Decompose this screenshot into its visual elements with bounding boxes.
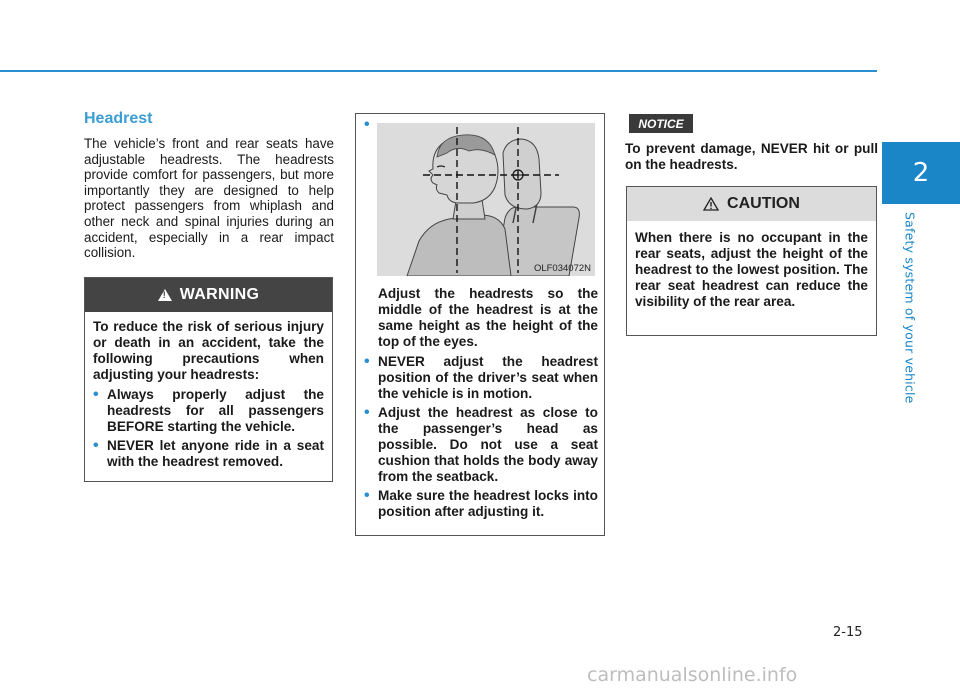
page-number: 2-15	[833, 625, 863, 640]
notice-label: NOTICE	[638, 116, 684, 131]
list-item: • Always properly adjust the headrests for all passengers BEFORE starting the vehicle.	[93, 387, 324, 435]
watermark-text: carmanualsonline.info	[587, 664, 798, 686]
figure-caption: OLF034072N	[533, 263, 591, 274]
chapter-title: Safety system of your vehicle	[902, 212, 918, 404]
chapter-number-tab	[882, 142, 960, 204]
warning-continued-box	[355, 113, 605, 536]
caution-triangle-icon	[703, 197, 719, 211]
warning-continued-list	[364, 354, 598, 520]
warning-continued-body	[364, 286, 598, 523]
chapter-title-vertical	[895, 212, 925, 402]
chapter-number: 2	[912, 158, 930, 188]
list-item: • Adjust the headrest as close to the passenger’s head as possible. Do not use a seat cushion that holds the body away from the seatback.	[364, 405, 598, 485]
warning-list	[93, 387, 324, 470]
warning-continued-lead: Adjust the headrests so the middle of the headrest is at the same height as the height of the top of the eyes.	[378, 286, 598, 349]
warning-label: WARNING	[179, 286, 260, 303]
warning-triangle-icon	[158, 289, 172, 301]
warning-box	[84, 277, 333, 482]
list-item: • Make sure the headrest locks into position after adjusting it.	[364, 488, 598, 520]
list-item: • NEVER adjust the headrest position of the driver’s seat when the vehicle is in motion.	[364, 354, 598, 402]
warning-lead: To reduce the risk of serious injury or death in an accident, take the following precautions when adjusting your headrests:	[93, 319, 324, 382]
caution-box	[626, 186, 877, 336]
notice-badge	[629, 114, 693, 133]
top-rule	[0, 70, 877, 72]
caution-label: CAUTION	[727, 195, 800, 212]
bullet-icon: •	[364, 116, 370, 133]
caution-text: When there is no occupant in the rear seats, adjust the height of the headrest to the lowest position. The rear seat headrest can reduce the visibility of the rear area.	[635, 230, 868, 309]
list-item: • NEVER let anyone ride in a seat with the headrest removed.	[93, 438, 324, 470]
section-title: Headrest	[84, 110, 153, 127]
notice-text: To prevent damage, NEVER hit or pull on the headrests.	[625, 141, 878, 172]
headrest-diagram-icon	[377, 123, 595, 276]
warning-body	[85, 312, 332, 470]
caution-header	[627, 187, 876, 221]
warning-header	[85, 278, 332, 312]
headrest-illustration	[377, 123, 595, 276]
section-intro: The vehicle’s front and rear seats have adjustable headrests. The headrests provide comfort for passengers, but more importantly they are designed to help protect passengers from whiplash and other neck and spinal injuries during an accident, especially in a rear impact collision.	[84, 136, 334, 261]
